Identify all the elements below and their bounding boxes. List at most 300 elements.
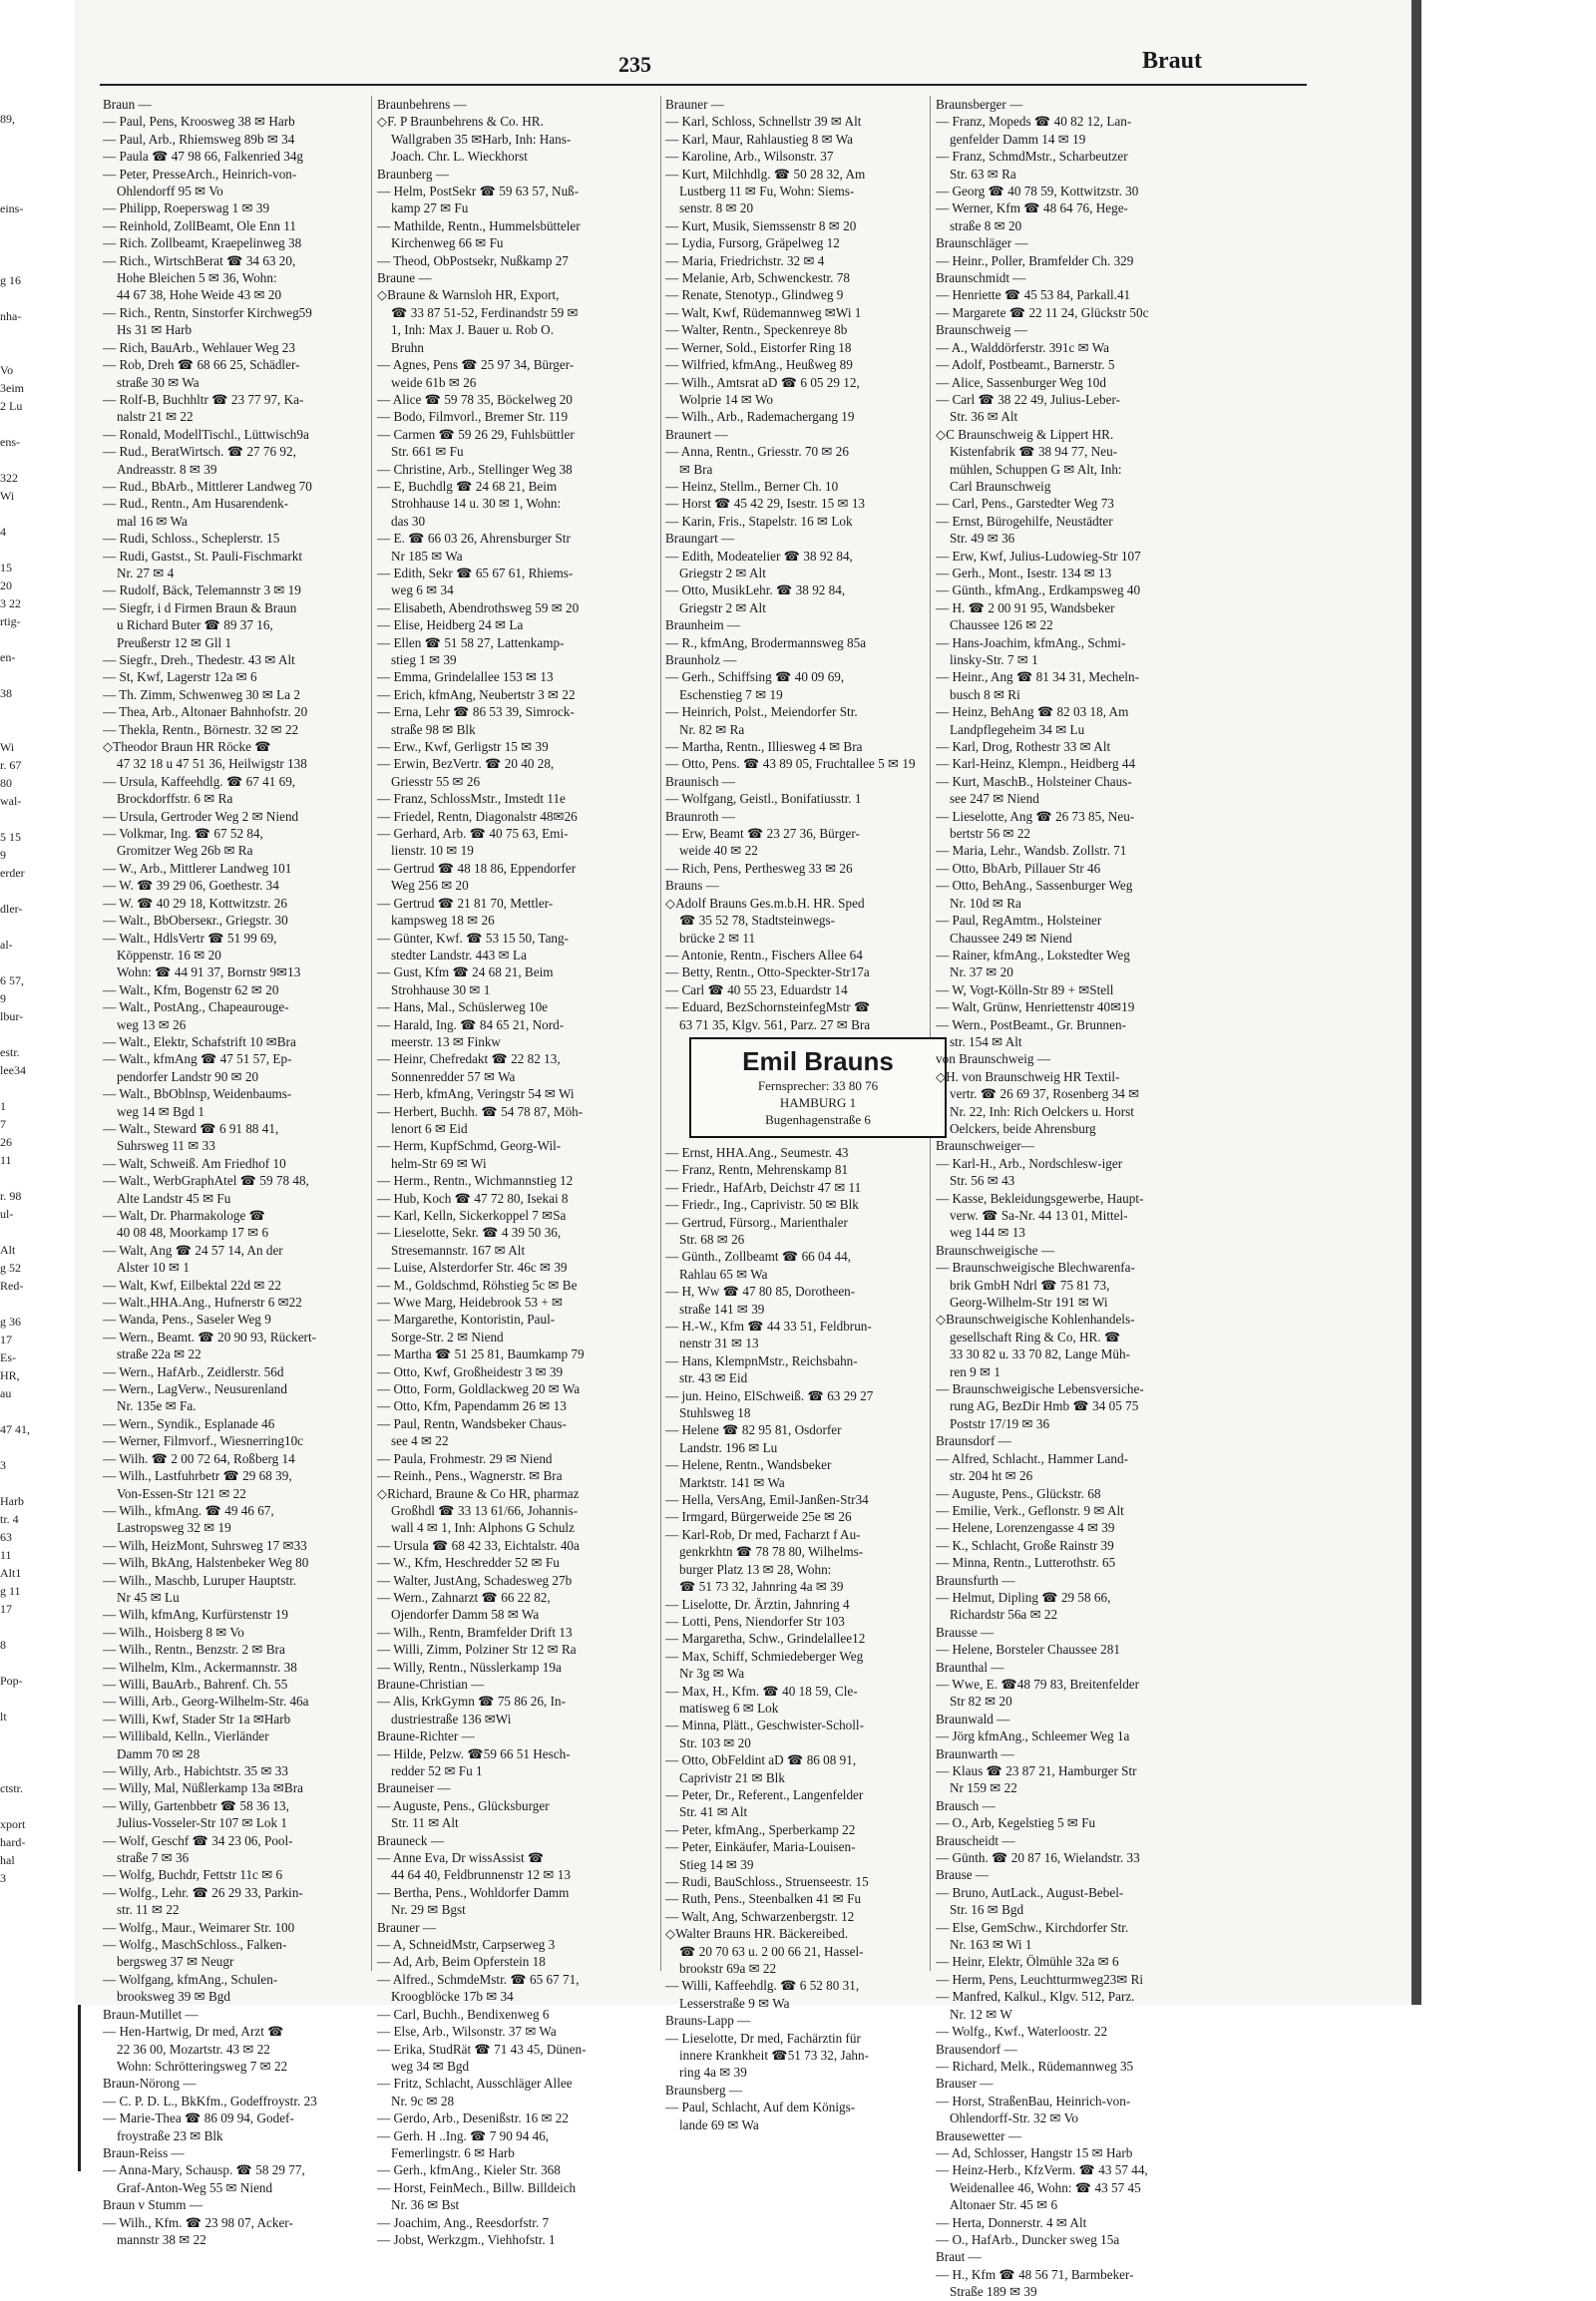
edge-fragment: dler-	[0, 902, 23, 916]
directory-entry: — Hans-Joachim, kfmAng., Schmi-	[936, 634, 1126, 650]
directory-entry: — Antonie, Rentn., Fischers Allee 64	[665, 947, 863, 962]
directory-entry: — Rud., BeratWirtsch. ☎ 27 76 92,	[103, 444, 296, 460]
directory-column-1	[103, 96, 392, 2248]
directory-entry: — Rud., BbArb., Mittlerer Landweg 70	[103, 478, 312, 494]
directory-entry: — Anna-Mary, Schausp. ☎ 58 29 77,	[103, 2162, 305, 2178]
entry-continuation: Landpflegeheim 34 ✉ Lu	[950, 721, 1085, 737]
directory-entry: — Werner, Kfm ☎ 48 64 76, Hege-	[936, 200, 1128, 216]
directory-entry: — Walt, Grünw, Henriettenstr 40✉19	[936, 999, 1135, 1015]
directory-entry: Brauner —	[665, 97, 724, 112]
directory-entry: — Lieselotte, Dr med, Fachärztin für	[665, 2030, 861, 2046]
directory-entry: — Theod, ObPostsekr, Nußkamp 27	[377, 252, 569, 268]
edge-fragment	[0, 720, 70, 738]
entry-continuation: stedter Landstr. 443 ✉ La	[391, 947, 527, 962]
directory-entry: — Rudi, Gastst., St. Pauli-Fischmarkt	[103, 548, 303, 564]
entry-continuation: Str 82 ✉ 20	[950, 1694, 1012, 1710]
directory-entry: — Walter, Rentn., Speckenreye 8b	[665, 322, 848, 338]
edge-fragment: Harb	[0, 1494, 24, 1508]
directory-entry: Braun v Stumm —	[103, 2197, 203, 2213]
directory-entry: — Walt, Schweiß. Am Friedhof 10	[103, 1155, 286, 1171]
entry-continuation: straße 30 ✉ Wa	[117, 374, 200, 390]
edge-fragment: Vo	[0, 363, 14, 377]
entry-continuation: stieg 1 ✉ 39	[391, 652, 457, 667]
entry-continuation: ☎ 33 87 51-52, Ferdinandstr 59 ✉	[391, 304, 579, 320]
directory-entry: — Walt, Kwf, Rüdemannweg ✉Wi 1	[665, 304, 862, 320]
directory-entry: — Karin, Fris., Stapelstr. 16 ✉ Lok	[665, 513, 853, 529]
directory-entry: — Christine, Arb., Stellinger Weg 38	[377, 461, 573, 477]
directory-entry: — Betty, Rentn., Otto-Speckter-Str17a	[665, 964, 870, 980]
directory-entry: — W, Vogt-Kölln-Str 89 + ✉Stell	[936, 981, 1114, 997]
entry-continuation: Str. 36 ✉ Alt	[950, 409, 1018, 425]
directory-entry: — Wolfg., MaschSchloss., Falken-	[103, 1937, 287, 1953]
directory-entry: — Lieselotte, Sekr. ☎ 4 39 50 36,	[377, 1225, 562, 1241]
directory-entry: Braunholz —	[665, 652, 737, 667]
directory-entry: — Ursula, Kaffeehdlg. ☎ 67 41 69,	[103, 773, 296, 789]
edge-fragment: Alt1	[0, 1566, 22, 1580]
entry-continuation: straße 8 ✉ 20	[950, 217, 1022, 233]
entry-continuation: straße 7 ✉ 36	[117, 1850, 190, 1866]
directory-entry: — Carl ☎ 38 22 49, Julius-Leber-	[936, 391, 1121, 407]
entry-continuation: ring 4a ✉ 39	[679, 2065, 747, 2081]
entry-continuation: lienstr. 10 ✉ 19	[391, 843, 474, 859]
entry-continuation: Von-Essen-Str 121 ✉ 22	[117, 1485, 246, 1501]
directory-entry: — Peter, kfmAng., Sperberkamp 22	[665, 1821, 856, 1837]
directory-entry: Brauneck —	[377, 1832, 445, 1848]
entry-continuation: vertr. ☎ 26 69 37, Rosenberg 34 ✉	[950, 1086, 1140, 1102]
directory-entry: — Renate, Stenotyp., Glindweg 9	[665, 287, 844, 303]
edge-fragment: 63	[0, 1530, 12, 1544]
entry-continuation: Hs 31 ✉ Harb	[117, 322, 193, 338]
edge-fragment: 20	[0, 578, 12, 592]
edge-fragment: r. 98	[0, 1189, 22, 1203]
directory-entry: — Otto, Pens. ☎ 43 89 05, Fruchtallee 5 ✉ 19	[665, 756, 916, 772]
directory-entry: — Ernst, HHA.Ang., Seumestr. 43	[665, 1144, 849, 1160]
directory-column-4	[936, 96, 1225, 2301]
directory-entry: — C. P. D. L., BkKfm., Godeffroystr. 23	[103, 2093, 317, 2109]
directory-entry: — Alice ☎ 59 78 35, Böckelweg 20	[377, 391, 573, 407]
edge-fragment	[0, 451, 70, 469]
edge-fragment: Pop-	[0, 1674, 23, 1688]
entry-continuation: Strohhause 14 u. 30 ✉ 1, Wohn:	[391, 496, 562, 512]
entry-continuation: straße 98 ✉ Blk	[391, 721, 476, 737]
entry-continuation: Chaussee 126 ✉ 22	[950, 617, 1053, 633]
entry-continuation: mal 16 ✉ Wa	[117, 513, 188, 529]
directory-entry: — Willi, Kaffeehdlg. ☎ 6 52 80 31,	[665, 1978, 860, 1994]
directory-entry: — Erwin, BezVertr. ☎ 20 40 28,	[377, 756, 555, 772]
directory-entry: Braun-Nörong —	[103, 2076, 197, 2092]
directory-entry: Brauscheidt —	[936, 1832, 1015, 1848]
directory-entry: — Karl, Maur, Rahlaustieg 8 ✉ Wa	[665, 131, 853, 147]
directory-entry: Braunsfurth —	[936, 1572, 1015, 1588]
edge-fragment	[0, 1474, 70, 1492]
directory-entry: Braut —	[936, 2249, 982, 2265]
directory-entry: — Paul, Pens, Kroosweg 38 ✉ Harb	[103, 114, 295, 130]
entry-continuation: Altonaer Str. 45 ✉ 6	[950, 2197, 1058, 2213]
directory-entry: — Walt., Steward ☎ 6 91 88 41,	[103, 1120, 279, 1136]
directory-entry: — Günth., Zollbeamt ☎ 66 04 44,	[665, 1249, 852, 1265]
directory-entry: — Heinr., Poller, Bramfelder Ch. 329	[936, 252, 1134, 268]
directory-entry: — Alis, KrkGymn ☎ 75 86 26, In-	[377, 1694, 566, 1710]
directory-entry: — Werner, Filmvorf., Wiesnerring10c	[103, 1433, 304, 1449]
entry-continuation: Nr. 9c ✉ 28	[391, 2093, 455, 2109]
advertisement-box	[689, 1037, 947, 1138]
directory-entry: — Walt., kfmAng ☎ 47 51 57, Ep-	[103, 1051, 292, 1067]
directory-entry: — Erw, Kwf, Julius-Ludowieg-Str 107	[936, 548, 1141, 564]
firm-entry: ◇ F. P Braunbehrens & Co. HR.	[377, 113, 666, 130]
entry-continuation: Alte Landstr 45 ✉ Fu	[117, 1190, 231, 1206]
directory-entry: — W. ☎ 40 29 18, Kottwitzstr. 26	[103, 895, 287, 911]
entry-continuation: Stuhlsweg 18	[679, 1405, 751, 1421]
directory-entry: — Ad, Schlosser, Hangstr 15 ✉ Harb	[936, 2144, 1133, 2160]
directory-entry: — Minna, Plätt., Geschwister-Scholl-	[665, 1718, 864, 1733]
entry-continuation: Bruhn	[391, 339, 424, 355]
directory-entry: — Paul, Schlacht, Auf dem Königs-	[665, 2100, 856, 2115]
entry-continuation: mannstr 38 ✉ 22	[117, 2231, 206, 2247]
entry-continuation: Str. 661 ✉ Fu	[391, 444, 464, 460]
directory-entry: — Willi, Arb., Georg-Wilhelm-Str. 46a	[103, 1694, 309, 1710]
entry-continuation: Joach. Chr. L. Wieckhorst	[391, 149, 528, 165]
directory-entry: — Karl, Schloss, Schnellstr 39 ✉ Alt	[665, 114, 862, 130]
edge-fragment: 3	[0, 1458, 6, 1472]
directory-entry: — Otto, Kwf, Großheidestr 3 ✉ 39	[377, 1363, 564, 1379]
entry-continuation: Landstr. 196 ✉ Lu	[679, 1439, 778, 1455]
directory-entry: — Werner, Sold., Eistorfer Ring 18	[665, 339, 852, 355]
entry-continuation: matisweg 6 ✉ Lok	[679, 1700, 779, 1716]
directory-entry: — Erich, kfmAng, Neubertstr 3 ✉ 22	[377, 686, 576, 702]
directory-entry: — Herm., Rentn., Wichmannstieg 12	[377, 1173, 574, 1189]
directory-entry: — H. ☎ 2 00 91 95, Wandsbeker	[936, 599, 1115, 615]
entry-continuation: dustriestraße 136 ✉Wi	[391, 1711, 512, 1726]
edge-fragment: al-	[0, 938, 13, 952]
directory-entry: — Bertha, Pens., Wohldorfer Damm	[377, 1884, 570, 1900]
entry-continuation: Nr. 27 ✉ 4	[117, 565, 175, 580]
edge-fragment	[0, 1690, 70, 1708]
directory-entry: — Walt., Kfm, Bogenstr 62 ✉ 20	[103, 981, 279, 997]
edge-fragment: lbur-	[0, 1009, 24, 1023]
entry-continuation: Kirchenweg 66 ✉ Fu	[391, 235, 504, 251]
edge-fragment: 9	[0, 991, 6, 1005]
directory-entry: — Wilh., Arb., Rademachergang 19	[665, 409, 855, 425]
edge-fragment	[0, 702, 70, 720]
entry-continuation: Griegstr 2 ✉ Alt	[679, 565, 766, 580]
entry-continuation: froystraße 23 ✉ Blk	[117, 2127, 223, 2143]
directory-entry: — Joachim, Ang., Reesdorfstr. 7	[377, 2214, 550, 2230]
directory-entry: Braunschläger —	[936, 235, 1028, 251]
entry-continuation: Stieg 14 ✉ 39	[679, 1856, 754, 1872]
directory-entry: — Paul, Arb., Rhiemsweg 89b ✉ 34	[103, 131, 295, 147]
directory-entry: — A., Walddörferstr. 391c ✉ Wa	[936, 339, 1109, 355]
directory-entry: — W., Kfm, Heschredder 52 ✉ Fu	[377, 1555, 560, 1571]
directory-entry: — E, Buchdlg ☎ 24 68 21, Beim	[377, 478, 558, 494]
directory-entry: — Carl, Pens., Garstedter Weg 73	[936, 496, 1114, 512]
entry-continuation: weg 13 ✉ 26	[117, 1016, 187, 1032]
directory-entry: — Alfred., SchmdeMstr. ☎ 65 67 71,	[377, 1971, 580, 1987]
entry-continuation: Str. 63 ✉ Ra	[950, 166, 1016, 182]
directory-entry: — Edith, Sekr ☎ 65 67 61, Rhiems-	[377, 565, 574, 580]
directory-entry: — Paul, Rentn, Wandsbeker Chaus-	[377, 1415, 567, 1431]
directory-entry: — O., HafArb., Duncker sweg 15a	[936, 2231, 1120, 2247]
directory-entry: Braune-Richter —	[377, 1728, 475, 1744]
directory-entry: — Wolfg., Lehr. ☎ 26 29 33, Parkin-	[103, 1884, 303, 1900]
directory-entry: — Maria, Lehr., Wandsb. Zollstr. 71	[936, 843, 1127, 859]
edge-fragment: 89,	[0, 112, 15, 126]
directory-entry: Brausewetter —	[936, 2127, 1022, 2143]
directory-entry: — Rainer, kfmAng., Lokstedter Weg	[936, 947, 1130, 962]
entry-continuation: innere Krankheit ☎51 73 32, Jahn-	[679, 2048, 870, 2064]
entry-continuation: Weg 256 ✉ 20	[391, 878, 469, 894]
edge-fragment	[0, 415, 70, 433]
entry-continuation: Sonnenredder 57 ✉ Wa	[391, 1068, 516, 1084]
directory-entry: — Braunschweigische Blechwarenfa-	[936, 1260, 1135, 1276]
directory-entry: Braunroth —	[665, 808, 735, 824]
directory-entry: — Philipp, Roeperswag 1 ✉ 39	[103, 200, 270, 216]
entry-continuation: 33 30 82 u. 33 70 82, Lange Müh-	[950, 1346, 1130, 1362]
edge-fragment	[0, 1402, 70, 1420]
directory-entry: Braunschweigische —	[936, 1242, 1055, 1258]
directory-entry: Braunschmidt —	[936, 270, 1026, 286]
entry-continuation: ☎ 51 73 32, Jahnring 4a ✉ 39	[679, 1579, 844, 1595]
edge-fragment: ul-	[0, 1207, 14, 1221]
edge-fragment: 17	[0, 1333, 12, 1346]
directory-entry: — M., Goldschmd, Röhstieg 5c ✉ Be	[377, 1277, 578, 1293]
directory-entry: — Walt., PostAng., Chapeaurouge-	[103, 999, 289, 1015]
firm-entry: ◇ Adolf Brauns Ges.m.b.H. HR. Sped	[665, 895, 955, 912]
directory-entry: — Helene, Borsteler Chaussee 281	[936, 1642, 1120, 1658]
edge-fragment	[0, 505, 70, 523]
directory-entry: von Braunschweig —	[936, 1051, 1051, 1067]
directory-entry: — jun. Heino, ElSchweiß. ☎ 63 29 27	[665, 1387, 874, 1403]
entry-continuation: Str. 68 ✉ 26	[679, 1231, 745, 1247]
directory-entry: Brausse —	[936, 1624, 995, 1640]
directory-entry: — Siegfr, i d Firmen Braun & Braun	[103, 599, 297, 615]
directory-entry: Braunwald —	[936, 1711, 1010, 1726]
directory-entry: — Gerh., Schiffsing ☎ 40 09 69,	[665, 669, 845, 685]
edge-fragment	[0, 1223, 70, 1241]
directory-entry: — Jörg kfmAng., Schleemer Weg 1a	[936, 1728, 1130, 1744]
entry-continuation: Stresemannstr. 167 ✉ Alt	[391, 1242, 526, 1258]
directory-entry: — Paula, Frohmestr. 29 ✉ Niend	[377, 1450, 553, 1466]
directory-entry: — Otto, Kfm, Papendamm 26 ✉ 13	[377, 1398, 567, 1414]
directory-entry: — Lieselotte, Ang ☎ 26 73 85, Neu-	[936, 808, 1135, 824]
directory-entry: — Wolf, Geschf ☎ 34 23 06, Pool-	[103, 1832, 293, 1848]
entry-continuation: lenort 6 ✉ Eid	[391, 1120, 468, 1136]
directory-entry: — Wern., Zahnarzt ☎ 66 22 82,	[377, 1589, 551, 1605]
directory-entry: — Elise, Heidberg 24 ✉ La	[377, 617, 524, 633]
directory-entry: — Willy, Rentn., Nüsslerkamp 19a	[377, 1659, 562, 1675]
entry-continuation: Wohn: Schrötteringsweg 7 ✉ 22	[117, 2058, 288, 2074]
entry-continuation: Nr 3g ✉ Wa	[679, 1666, 745, 1682]
entry-continuation: Eschenstieg 7 ✉ 19	[679, 686, 783, 702]
directory-entry: — Günter, Kwf. ☎ 53 15 50, Tang-	[377, 930, 570, 946]
directory-entry: — Wern., LagVerw., Neusurenland	[103, 1381, 287, 1397]
directory-entry: — Horst, StraßenBau, Heinrich-von-	[936, 2093, 1131, 2109]
entry-continuation: Rahlau 65 ✉ Wa	[679, 1266, 768, 1282]
edge-fragment: 11	[0, 1153, 12, 1167]
directory-entry: — Wern., PostBeamt., Gr. Brunnen-	[936, 1016, 1126, 1032]
directory-entry: — Herm, Pens, Leuchtturmweg23✉ Ri	[936, 1971, 1144, 1987]
entry-continuation: Nr. 135e ✉ Fa.	[117, 1398, 197, 1414]
entry-continuation: Ohlendorff 95 ✉ Vo	[117, 184, 223, 199]
directory-entry: — Wern., HafArb., Zeidlerstr. 56d	[103, 1363, 284, 1379]
directory-entry: — Margarethe, Kontoristin, Paul-	[377, 1312, 556, 1328]
directory-entry: — Gerdo, Arb., Desenißstr. 16 ✉ 22	[377, 2110, 569, 2126]
directory-entry: — Wilh, HeizMont, Suhrsweg 17 ✉33	[103, 1537, 307, 1553]
directory-entry: — Melanie, Arb, Schwenckestr. 78	[665, 270, 850, 286]
entry-continuation: Wohn: ☎ 44 91 37, Bornstr 9✉13	[117, 964, 301, 980]
entry-continuation: pendorfer Landstr 90 ✉ 20	[117, 1068, 259, 1084]
directory-entry: Braun —	[103, 97, 152, 112]
directory-entry: — Wolfg., Kwf., Waterloostr. 22	[936, 2024, 1108, 2040]
directory-entry: Braunsberg —	[665, 2082, 743, 2098]
edge-fragment: 3	[0, 1871, 6, 1885]
directory-entry: — Lydia, Fursorg, Gräpelweg 12	[665, 235, 840, 251]
previous-page-edge	[0, 0, 81, 2171]
directory-entry: — Bodo, Filmvorl., Bremer Str. 119	[377, 409, 569, 425]
entry-continuation: Nr. 29 ✉ Bgst	[391, 1902, 466, 1918]
directory-entry: Braunschweig —	[936, 322, 1027, 338]
directory-entry: — Walter, JustAng, Schadesweg 27b	[377, 1572, 573, 1588]
directory-entry: — Else, GemSchw., Kirchdorfer Str.	[936, 1919, 1129, 1935]
directory-entry: — Wern., Beamt. ☎ 20 90 93, Rückert-	[103, 1329, 316, 1344]
directory-entry: — Rich., Rentn, Sinstorfer Kirchweg59	[103, 304, 312, 320]
edge-fragment: 3eim	[0, 381, 24, 395]
edge-fragment	[0, 541, 70, 559]
entry-continuation: bertstr 56 ✉ 22	[950, 826, 1031, 842]
edge-fragment	[0, 954, 70, 971]
directory-entry: — Irmgard, Bürgerweide 25e ✉ 26	[665, 1509, 852, 1525]
entry-continuation: Ojendorfer Damm 58 ✉ Wa	[391, 1607, 540, 1623]
edge-fragment: 1	[0, 1099, 6, 1113]
entry-continuation: Straße 189 ✉ 39	[950, 2284, 1037, 2300]
entry-continuation: Suhrsweg 11 ✉ 33	[117, 1138, 215, 1154]
directory-entry: — Peter, Dr., Referent., Langenfelder	[665, 1786, 864, 1802]
directory-entry: — Günth., kfmAng., Erdkampsweg 40	[936, 582, 1141, 598]
directory-entry: — Martha ☎ 51 25 81, Baumkamp 79	[377, 1346, 585, 1362]
edge-fragment: en-	[0, 650, 16, 664]
entry-continuation: ☎ 20 70 63 u. 2 00 66 21, Hassel-	[679, 1943, 864, 1959]
directory-entry: — Ad, Arb, Beim Opferstein 18	[377, 1954, 546, 1970]
directory-entry: — Wolfgang, kfmAng., Schulen-	[103, 1971, 278, 1987]
edge-fragment	[0, 810, 70, 828]
directory-entry: — Elisabeth, Abendrothsweg 59 ✉ 20	[377, 599, 580, 615]
entry-continuation: 47 32 18 u 47 51 36, Heilwigstr 138	[117, 756, 307, 772]
entry-continuation: 44 67 38, Hohe Weide 43 ✉ 20	[117, 287, 282, 303]
entry-continuation: Str. 103 ✉ 20	[679, 1734, 751, 1750]
entry-continuation: weg 14 ✉ Bgd 1	[117, 1103, 204, 1119]
directory-entry: — Walt., BbOberseкr., Griegstr. 30	[103, 913, 288, 929]
entry-continuation: ren 9 ✉ 1	[950, 1363, 1000, 1379]
directory-entry: — Rolf-B, Buchhltr ☎ 23 77 97, Ka-	[103, 391, 304, 407]
directory-entry: — Erna, Lehr ☎ 86 53 39, Simrock-	[377, 704, 575, 720]
directory-entry: Brauser —	[936, 2076, 994, 2092]
directory-entry: Braunsdorf —	[936, 1433, 1011, 1449]
directory-entry: — Ursula, Gertroder Weg 2 ✉ Niend	[103, 808, 299, 824]
directory-entry: — K., Schlacht, Große Rainstr 39	[936, 1537, 1114, 1553]
entry-continuation: verw. ☎ Sa-Nr. 44 13 01, Mittel-	[950, 1208, 1128, 1223]
directory-entry: — Liselotte, Dr. Ärztin, Jahnring 4	[665, 1596, 850, 1612]
directory-entry: — Kurt, Musik, Siemssenstr 8 ✉ 20	[665, 217, 857, 233]
directory-entry: — Walt, Dr. Pharmakologe ☎	[103, 1208, 266, 1223]
entry-continuation: kamp 27 ✉ Fu	[391, 200, 469, 216]
edge-fragment	[0, 1025, 70, 1043]
directory-entry: — Willi, Zimm, Polziner Str 12 ✉ Ra	[377, 1642, 577, 1658]
directory-entry: Braunert —	[665, 426, 728, 442]
directory-entry: Braune —	[377, 270, 432, 286]
directory-entry: — Carl, Buchh., Bendixenweg 6	[377, 2006, 550, 2022]
directory-entry: — Wern., Syndik., Esplanade 46	[103, 1415, 275, 1431]
directory-entry: — Wilh. ☎ 2 00 72 64, Roßberg 14	[103, 1450, 295, 1466]
edge-fragment: Red-	[0, 1279, 24, 1293]
edge-fragment: nha-	[0, 309, 22, 323]
entry-continuation: Nr. 163 ✉ Wi 1	[950, 1937, 1032, 1953]
edge-fragment	[0, 164, 70, 182]
entry-continuation: ✉ Bra	[679, 461, 713, 477]
directory-entry: — Anne Eva, Dr wissAssist ☎	[377, 1850, 545, 1866]
edge-fragment: 4	[0, 525, 6, 539]
entry-continuation: brookstr 69a ✉ 22	[679, 1961, 777, 1977]
directory-entry: — Karl-Rob, Dr med, Facharzt f Au-	[665, 1526, 861, 1542]
directory-entry: — Wilh., kfmAng. ☎ 49 46 67,	[103, 1502, 274, 1518]
directory-entry: — Willi, BauArb., Bahrenf. Ch. 55	[103, 1676, 288, 1692]
edge-fragment: lee34	[0, 1063, 26, 1077]
directory-entry: — Thea, Arb., Altonaer Bahnhofstr. 20	[103, 704, 308, 720]
directory-entry: — Gust, Kfm ☎ 24 68 21, Beim	[377, 964, 554, 980]
directory-entry: — Willy, Arb., Habichtstr. 35 ✉ 33	[103, 1763, 288, 1778]
directory-entry: — Kasse, Bekleidungsgewerbe, Haupt-	[936, 1190, 1144, 1206]
edge-fragment: Wi	[0, 740, 15, 754]
entry-continuation: senstr. 8 ✉ 20	[679, 200, 754, 216]
previous-page-fragments	[0, 110, 70, 1887]
directory-entry: — Rud., Rentn., Am Husarendenk-	[103, 496, 289, 512]
entry-continuation: Str. 41 ✉ Alt	[679, 1804, 748, 1820]
entry-continuation: weide 40 ✉ 22	[679, 843, 758, 859]
edge-fragment: tr. 4	[0, 1512, 19, 1526]
page-number: 235	[618, 52, 651, 77]
directory-entry: — Walt, Ang ☎ 24 57 14, An der	[103, 1242, 283, 1258]
directory-entry: — Braunschweigische Lebensversiche-	[936, 1381, 1144, 1397]
entry-continuation: genkrkhtn ☎ 78 78 80, Wilhelms-	[679, 1544, 864, 1560]
directory-entry: — Willy, Mal, Nüßlerkamp 13a ✉Bra	[103, 1780, 303, 1796]
directory-entry: — Otto, BbArb, Pillauer Str 46	[936, 860, 1101, 876]
entry-continuation: Kroogblöcke 17b ✉ 34	[391, 1989, 514, 2005]
directory-entry: — Karl-Heinz, Klempn., Heidberg 44	[936, 756, 1136, 772]
directory-entry: — Max, H., Kfm. ☎ 40 18 59, Cle-	[665, 1683, 858, 1699]
edge-fragment	[0, 1726, 70, 1743]
directory-entry: Brauns-Lapp —	[665, 2013, 751, 2029]
directory-entry: — Wolfg., Maur., Weimarer Str. 100	[103, 1919, 295, 1935]
directory-entry: — Willi, Kwf, Stader Str 1a ✉Harb	[103, 1711, 291, 1726]
directory-entry: — R., kfmAng, Brodermannsweg 85a	[665, 634, 867, 650]
entry-continuation: Köppenstr. 16 ✉ 20	[117, 947, 221, 962]
directory-entry: — Manfred, Kalkul., Klgv. 512, Parz.	[936, 1989, 1135, 2005]
directory-entry: — Heinr., Ang ☎ 81 34 31, Mecheln-	[936, 669, 1139, 685]
directory-entry: Brausch —	[936, 1797, 996, 1813]
directory-entry: — Otto, Form, Goldlackweg 20 ✉ Wa	[377, 1381, 581, 1397]
entry-continuation: see 247 ✉ Niend	[950, 791, 1039, 807]
edge-fragment: 7	[0, 1117, 6, 1131]
entry-continuation: nenstr 31 ✉ 13	[679, 1336, 759, 1351]
entry-continuation: Graf-Anton-Weg 55 ✉ Niend	[117, 2179, 273, 2195]
entry-continuation: see 4 ✉ 22	[391, 1433, 449, 1449]
directory-entry: — Carl ☎ 40 55 23, Eduardstr 14	[665, 981, 848, 997]
directory-entry: Braunschweiger—	[936, 1138, 1034, 1154]
edge-fragment: estr.	[0, 1045, 20, 1059]
edge-fragment	[0, 253, 70, 271]
edge-fragment	[0, 1079, 70, 1097]
entry-continuation: Nr 45 ✉ Lu	[117, 1589, 180, 1605]
entry-continuation: ☎ 35 52 78, Stadtsteinwegs-	[679, 913, 835, 929]
directory-entry: — Herta, Donnerstr. 4 ✉ Alt	[936, 2214, 1087, 2230]
